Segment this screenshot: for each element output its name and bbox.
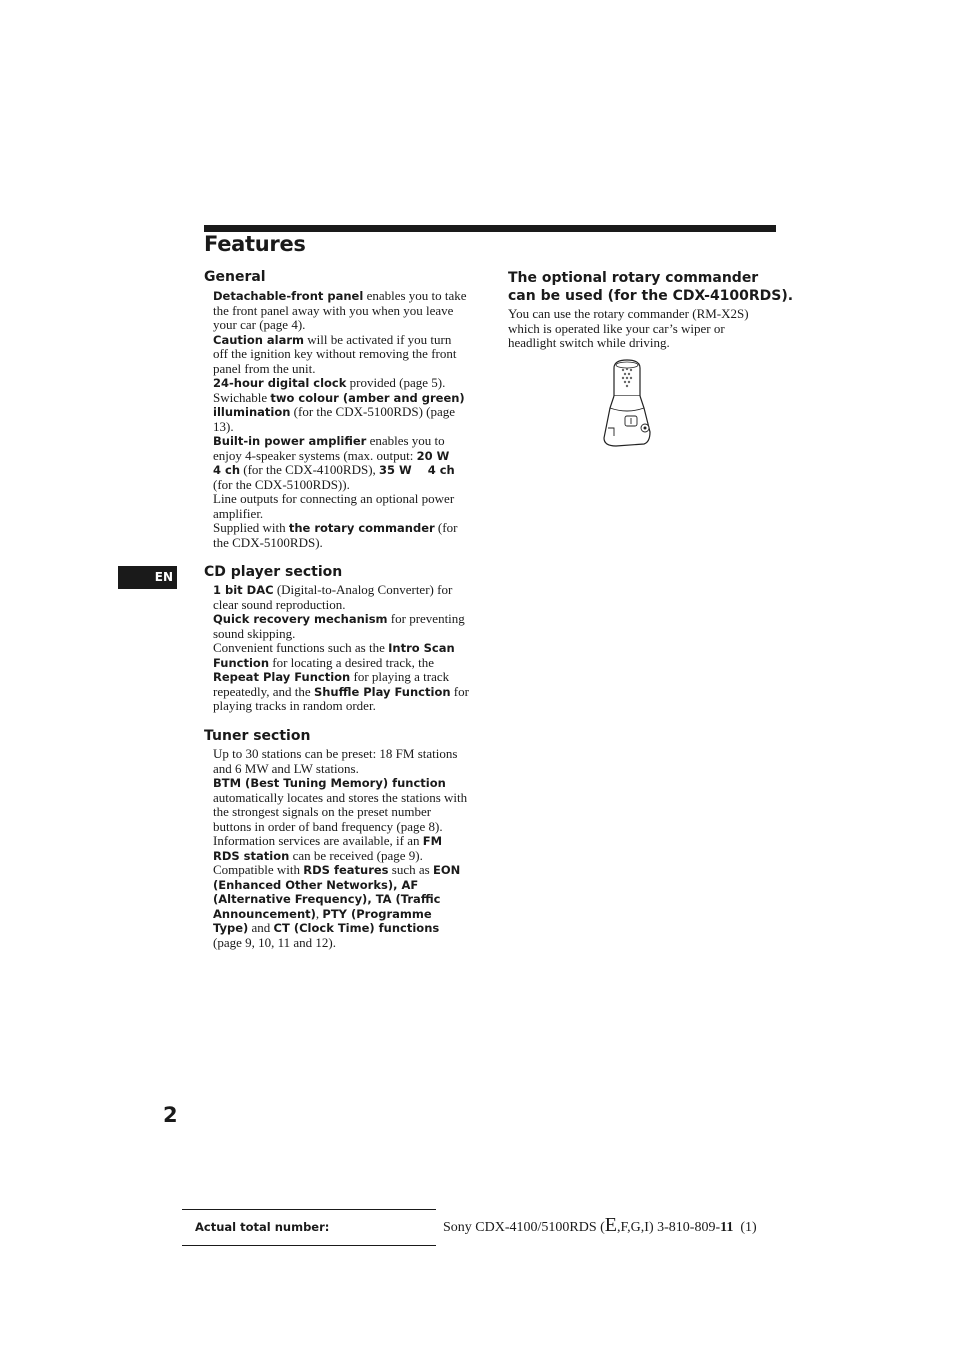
text-run: and [248, 920, 274, 935]
page-number: 2 [163, 1103, 178, 1127]
text-run: (for the CDX-4100RDS), [240, 462, 380, 477]
bold-term: Shuffle Play Function [313, 684, 451, 699]
bold-term: 24-hour digital clock [213, 376, 347, 390]
rotary-commander-illustration [598, 356, 658, 451]
text-run: automatically locates and stores the stations with the strongest signals on the preset number buttons in order of band frequency (page 8). [213, 789, 468, 834]
heading-tuner: Tuner section [204, 728, 311, 744]
document-id [443, 1214, 757, 1237]
cd-item [213, 641, 469, 714]
rotary-text: You can use the rotary commander (RM-X2S) which is operated like your car’s wiper or headlight switch while driving. [508, 306, 749, 350]
text-run: for locating a desired track, the [269, 654, 434, 670]
heading-rotary-line2: can be used (for the CDX-4100RDS). [508, 288, 794, 304]
bold-term: BTM (Best Tuning Memory) function [213, 776, 446, 790]
general-item [213, 376, 469, 391]
general-items [213, 289, 469, 550]
general-item [213, 434, 469, 492]
general-item [213, 391, 469, 435]
doc-prefix: Sony CDX-4100/5100RDS ( [443, 1220, 605, 1235]
bold-term: PTY (Programme Type) [213, 906, 432, 935]
tuner-item [213, 747, 469, 776]
text-run: such as [388, 862, 433, 877]
text-run: provided (page 5). [346, 375, 446, 390]
bold-term: Intro Scan Function [213, 641, 455, 670]
footer-rule-bottom [182, 1245, 436, 1246]
text-run: for playing a track repeatedly, and the [213, 669, 450, 699]
bold-term: Built-in power amplifier [213, 434, 367, 448]
text-run: Convenient functions such as the [213, 640, 389, 655]
bold-term: EON (Enhanced Other Networks), AF (Alternative Frequency), TA (Traffic Announcement) [213, 863, 461, 921]
language-tab: EN [118, 566, 177, 589]
text-run: enables you to take the front panel away with you when you leave your car (page 4). [213, 288, 467, 332]
bold-term: two colour (amber and green) illumination [213, 390, 465, 419]
text-run: Supplied with [213, 520, 289, 535]
doc-suffix: (1) [733, 1220, 757, 1235]
page-title: Features [204, 232, 306, 256]
title-rule [204, 225, 776, 232]
text-run: Swichable [213, 389, 271, 405]
heading-rotary [508, 269, 793, 305]
bold-term: CT (Clock Time) functions [273, 921, 440, 935]
text-run: Line outputs for connecting an optional power amplifier. [213, 491, 455, 521]
text-run: (page 9, 10, 11 and 12). [213, 934, 336, 950]
text-run: for playing tracks in random order. [213, 683, 469, 713]
bold-term: the rotary commander [288, 521, 435, 535]
text-run: can be received (page 9). [289, 847, 423, 863]
general-item [213, 333, 469, 377]
footer-rule-top [182, 1209, 436, 1210]
text-run: (for the CDX-5100RDS) (page 13). [213, 404, 456, 434]
text-run: (for the CDX-5100RDS)). [213, 476, 350, 492]
text-run: Compatible with [213, 862, 304, 877]
bold-term: Detachable-front panel [213, 289, 364, 303]
tuner-item [213, 863, 469, 950]
general-item [213, 289, 469, 333]
text-run: will be activated if you turn off the ignition key without removing the front panel from the unit. [213, 331, 457, 376]
text-run: for preventing sound skipping. [213, 611, 465, 641]
general-item [213, 492, 469, 521]
doc-revision: 11 [720, 1220, 734, 1235]
cd-item [213, 612, 469, 641]
general-item [213, 521, 469, 550]
text-run: (Digital-to-Analog Converter) for clear sound reproduction. [213, 582, 453, 612]
heading-cd-player: CD player section [204, 564, 343, 580]
text-run: enables you to enjoy 4-speaker systems (max. output: [213, 433, 445, 463]
bold-term: FM RDS station [213, 834, 443, 863]
doc-edition-letter: E [604, 1214, 618, 1236]
bold-term: 35 W 4 ch [379, 463, 455, 477]
bold-term: 1 bit DAC [213, 583, 274, 597]
bold-term: 20 W 4 ch [213, 448, 462, 477]
tuner-items [213, 747, 469, 950]
bold-term: Repeat Play Function [213, 670, 351, 684]
cd-items [213, 583, 469, 714]
tuner-item [213, 776, 469, 834]
bold-term: Caution alarm [213, 332, 305, 347]
bold-term: RDS features [303, 863, 389, 877]
actual-total-label: Actual total number: [195, 1220, 330, 1234]
text-run: Information services are available, if an [213, 833, 423, 848]
heading-general: General [204, 269, 266, 285]
tuner-item [213, 834, 469, 863]
text-run: Up to 30 stations can be preset: 18 FM stations and 6 MW and LW stations. [213, 746, 458, 776]
bold-term: Quick recovery mechanism [213, 612, 388, 626]
heading-rotary-line1: The optional rotary commander [508, 270, 759, 286]
text-run: , [315, 905, 323, 921]
doc-mid: ,F,G,I) 3-810-809- [617, 1220, 721, 1235]
cd-item [213, 583, 469, 612]
text-run: (for the CDX-5100RDS). [213, 520, 458, 550]
